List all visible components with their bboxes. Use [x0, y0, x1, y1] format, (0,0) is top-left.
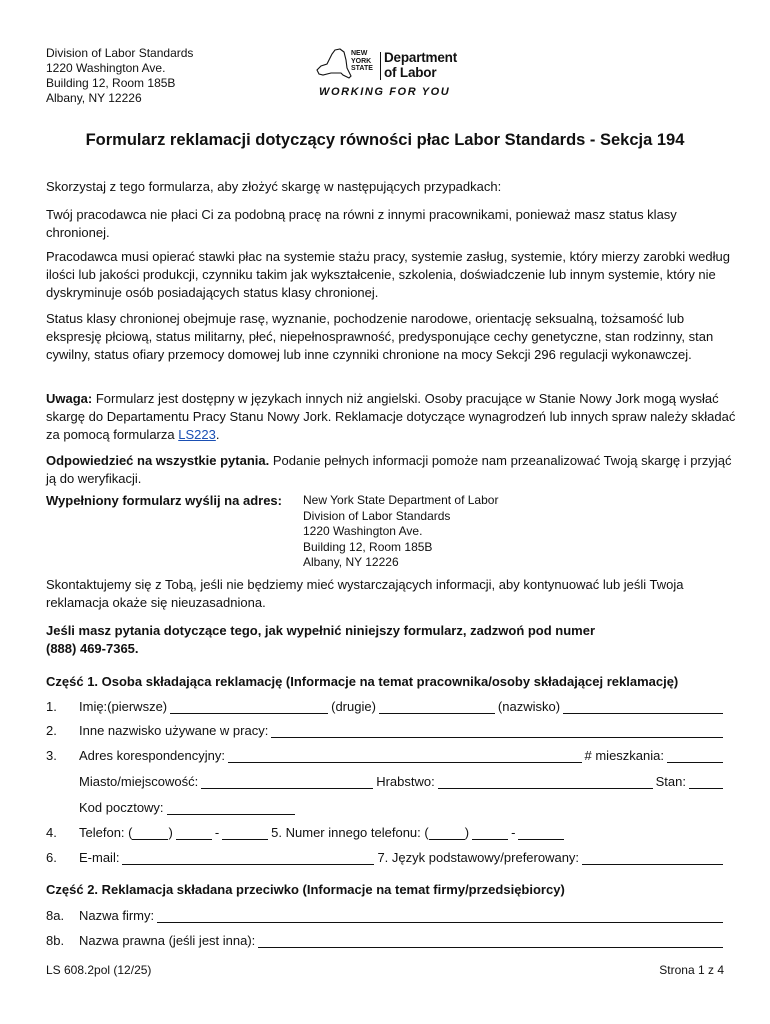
sender-address: [46, 46, 193, 106]
mail-to-address: [303, 493, 498, 571]
address-line: 1220 Washington Ave.: [303, 524, 423, 538]
question-6-row: [46, 850, 726, 868]
last-name-field[interactable]: [563, 699, 723, 714]
city-label: Miasto/miejscowość:: [79, 774, 199, 789]
company-name-label: Nazwa firmy:: [79, 908, 155, 923]
question-number: 4.: [46, 825, 57, 840]
state-label: Stan:: [655, 774, 686, 789]
email-label: E-mail:: [79, 850, 120, 865]
alt-phone-prefix-field[interactable]: [472, 825, 508, 840]
mailing-address-label: Adres korespondencyjny:: [79, 748, 225, 763]
question-8a-row: [46, 908, 726, 926]
address-line: New York State Department of Labor: [303, 493, 499, 507]
phone-label: Telefon: (: [79, 825, 133, 840]
middle-name-field[interactable]: [379, 699, 495, 714]
apartment-label: # mieszkania:: [584, 748, 664, 763]
logo-state-text: NEW YORK STATE: [351, 50, 373, 72]
address-line: Albany, NY 12226: [303, 555, 399, 569]
alt-phone-number-field[interactable]: [518, 825, 564, 840]
question-number: 3.: [46, 748, 57, 763]
note-text: Formularz jest dostępny w językach innych niż angielski. Osoby pracujące w Stanie Nowy Jork mogą wysłać skargę do Departamentu Pracy Stanu Nowy Jork. Reklamacje dotyczące wynagrodzeń lub innych spraw należy składać za pomocą formularza: [46, 391, 736, 442]
ls223-link[interactable]: LS223: [178, 427, 216, 442]
apartment-field[interactable]: [667, 748, 723, 763]
email-field[interactable]: [122, 850, 374, 865]
address-line: Albany, NY 12226: [46, 91, 142, 105]
question-3-zip-row: [46, 800, 726, 818]
part1-heading: Część 1. Osoba składająca reklamację (Informacje na temat pracownika/osoby składającej reklamację): [46, 674, 679, 689]
question-8b-row: [46, 933, 726, 951]
question-number: 6.: [46, 850, 57, 865]
last-name-label: (nazwisko): [497, 699, 561, 714]
question-2-row: [46, 723, 726, 741]
question-4-row: 4. Telefon: ( ) - 5. Numer innego telefonu: ( ) -: [46, 825, 726, 843]
logo-divider: [380, 52, 381, 80]
question-1-row: [46, 699, 726, 717]
phone-number-field[interactable]: [222, 825, 268, 840]
question-number: 8b.: [46, 933, 65, 948]
company-name-field[interactable]: [157, 908, 723, 923]
phone-prefix-field[interactable]: [176, 825, 212, 840]
middle-name-label: (drugie): [331, 699, 376, 714]
contact-paragraph: Skontaktujemy się z Tobą, jeśli nie będziemy mieć wystarczających informacji, aby kontynuować lub jeśli Twoja reklamacja okaże się nieuzasadniona.: [46, 577, 684, 610]
intro-paragraph: Skorzystaj z tego formularza, aby złożyć skargę w następujących przypadkach:: [46, 179, 502, 194]
note-label: Uwaga:: [46, 391, 93, 406]
address-line: Building 12, Room 185B: [303, 539, 433, 554]
page-number: Strona 1 z 4: [659, 963, 724, 977]
protected-class-paragraph: Status klasy chronionej obejmuje rasę, wyznanie, pochodzenie narodowe, orientację seksualną, tożsamość lub ekspresję płciową, status militarny, płeć, niepełnosprawność, predysponujące cechy genetyczne, stan rodzinny, stan cywilny, status ofiary przemocy domowej lub inne czynniki chronione na mocy Sekcji 296 regulacji wykonawczej.: [46, 311, 714, 362]
language-field[interactable]: [582, 850, 723, 865]
state-field[interactable]: [689, 774, 723, 789]
language-label: 7. Język podstawowy/preferowany:: [377, 850, 580, 865]
zip-label: Kod pocztowy:: [79, 800, 164, 815]
page-title: Formularz reklamacji dotyczący równości płac Labor Standards - Sekcja 194: [85, 131, 685, 149]
question-3-row: [46, 748, 726, 766]
answer-all-text: Podanie pełnych informacji pomoże nam przeanalizować Twoją skargę i przyjąć ją do weryfikacji.: [46, 453, 732, 486]
question-number: 2.: [46, 723, 57, 738]
pay-basis-paragraph: Pracodawca musi opierać stawki płac na systemie stażu pracy, systemie zasług, systemie, który mierzy zarobki według ilości lub jakości produkcji, czynniku takim jak wykształcenie, szkolenia, doświadczenie lub innym systemie, który nie dyskryminuje osób posiadających status klasy chronionej.: [46, 249, 730, 300]
phone-area-code-field[interactable]: [132, 825, 168, 840]
mail-to-label: Wypełniony formularz wyślij na adres:: [46, 493, 282, 508]
answer-all-label: Odpowiedzieć na wszystkie pytania.: [46, 453, 270, 468]
city-field[interactable]: [201, 774, 373, 789]
other-name-field[interactable]: [271, 723, 723, 738]
question-number: 1.: [46, 699, 57, 714]
question-number: 8a.: [46, 908, 65, 923]
note-paragraph: Uwaga: Formularz jest dostępny w językach innych niż angielski. Osoby pracujące w Stanie Nowy Jork mogą wysłać skargę do Departamentu Pracy Stanu Nowy Jork. Reklamacje dotyczące wynagrodzeń lub innych spraw należy składać za pomocą formularza LS223.: [46, 391, 736, 442]
alt-phone-area-code-field[interactable]: [429, 825, 465, 840]
form-code: LS 608.2pol (12/25): [46, 963, 152, 977]
county-field[interactable]: [438, 774, 653, 789]
question-3-city-row: [46, 774, 726, 792]
ny-state-map-icon: [313, 48, 353, 82]
questions-paragraph: Jeśli masz pytania dotyczące tego, jak wypełnić niniejszy formularz, zadzwoń pod numer (888) 469-7365.: [46, 623, 596, 656]
alt-phone-label: 5. Numer innego telefonu: (: [271, 825, 429, 840]
logo-tagline: WORKING FOR YOU: [319, 86, 451, 98]
first-name-field[interactable]: [170, 699, 328, 714]
mailing-address-field[interactable]: [228, 748, 582, 763]
address-line: Building 12, Room 185B: [46, 76, 176, 90]
county-label: Hrabstwo:: [376, 774, 435, 789]
other-name-label: Inne nazwisko używane w pracy:: [79, 723, 269, 738]
legal-name-field[interactable]: [258, 933, 723, 948]
first-name-label: Imię:(pierwsze): [79, 699, 168, 714]
zip-field[interactable]: [167, 800, 295, 815]
logo-department-text: Department of Labor: [384, 50, 458, 80]
nys-dol-logo: [313, 48, 463, 100]
address-line: 1220 Washington Ave.: [46, 61, 166, 75]
condition-paragraph: Twój pracodawca nie płaci Ci za podobną pracę na równi z innymi pracownikami, ponieważ masz status klasy chronionej.: [46, 207, 677, 240]
address-line: Division of Labor Standards: [46, 46, 194, 60]
answer-all-paragraph: [46, 452, 736, 488]
legal-name-label: Nazwa prawna (jeśli jest inna):: [79, 933, 256, 948]
part2-heading: Część 2. Reklamacja składana przeciwko (Informacje na temat firmy/przedsiębiorcy): [46, 882, 565, 897]
address-line: Division of Labor Standards: [303, 508, 451, 523]
